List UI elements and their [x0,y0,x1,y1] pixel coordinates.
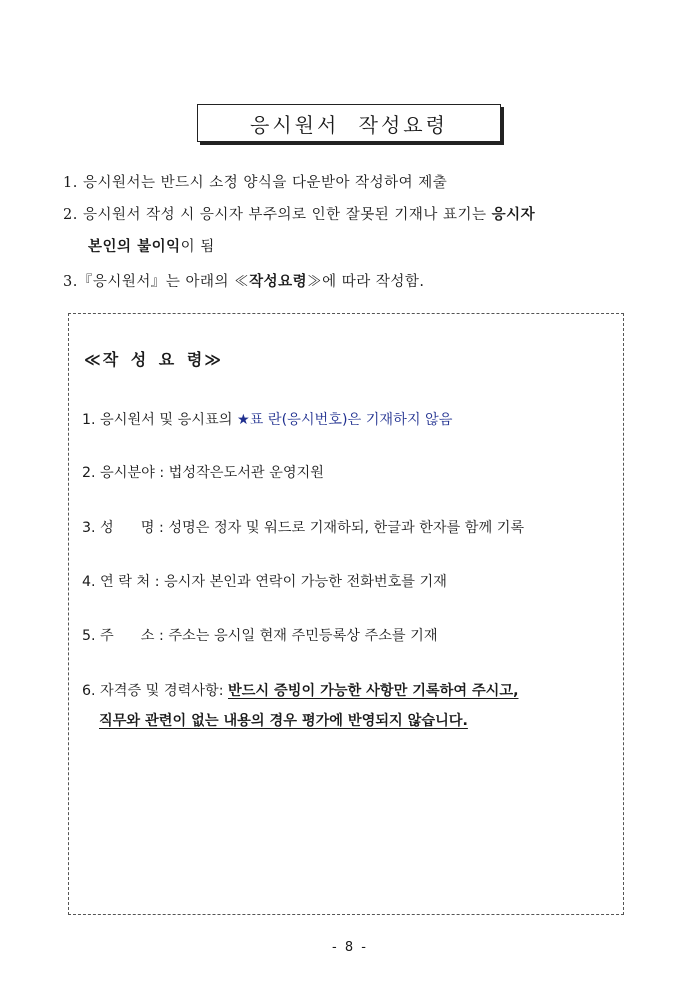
intro-item-3-prefix: 3.『응시원서』는 아래의 ≪ [63,274,250,290]
page-number: - 8 - [332,940,368,955]
intro-item-3-suffix: ≫에 따라 작성함. [307,274,425,290]
intro-item-1 [63,173,447,193]
guide-heading: ≪작 성 요 령≫ [84,350,224,369]
guide-item-1-accent: 표 란(응시번호)은 기재하지 않음 [249,412,453,428]
intro-item-2-continued [88,237,215,257]
intro-item-2-bold-b: 본인의 불이익 [88,238,181,255]
intro-item-2-bold-a: 응시자 [491,206,536,223]
document-title: 응시원서 작성요령 [197,104,501,142]
guide-item-5: 5. 주 소 : 주소는 응시일 현재 주민등록상 주소를 기재 [82,628,438,644]
intro-item-2 [63,205,535,225]
guide-box [68,313,624,915]
guide-item-3: 3. 성 명 : 성명은 정자 및 워드로 기재하되, 한글과 한자를 함께 기록 [82,520,525,536]
intro-item-3 [63,272,425,292]
guide-item-6-emph-a: 반드시 증빙이 가능한 사항만 기록하여 주시고, [228,683,519,699]
guide-item-2: 2. 응시분야 : 법성작은도서관 운영지원 [82,465,324,481]
guide-item-6-emph-b: 직무와 관련이 없는 내용의 경우 평가에 반영되지 않습니다. [99,713,468,729]
intro-item-3-bold: 작성요령 [249,273,308,290]
intro-item-2-text: 2. 응시원서 작성 시 응시자 부주의로 인한 잘못된 기재나 표기는 [63,207,492,223]
guide-item-1-prefix: 1. 응시원서 및 응시표의 [82,412,237,428]
intro-item-2-suffix: 이 됨 [180,239,215,255]
intro-item-1-text: 1. 응시원서는 반드시 소정 양식을 다운받아 작성하여 제출 [63,175,448,191]
star-icon: ★ [236,412,250,428]
guide-item-4: 4. 연 락 처 : 응시자 본인과 연락이 가능한 전화번호를 기재 [82,574,447,590]
guide-item-6-continued [99,711,468,731]
guide-item-6-prefix: 6. 자격증 및 경력사항: [82,683,228,699]
guide-item-1 [82,410,452,430]
guide-item-6 [82,681,519,701]
